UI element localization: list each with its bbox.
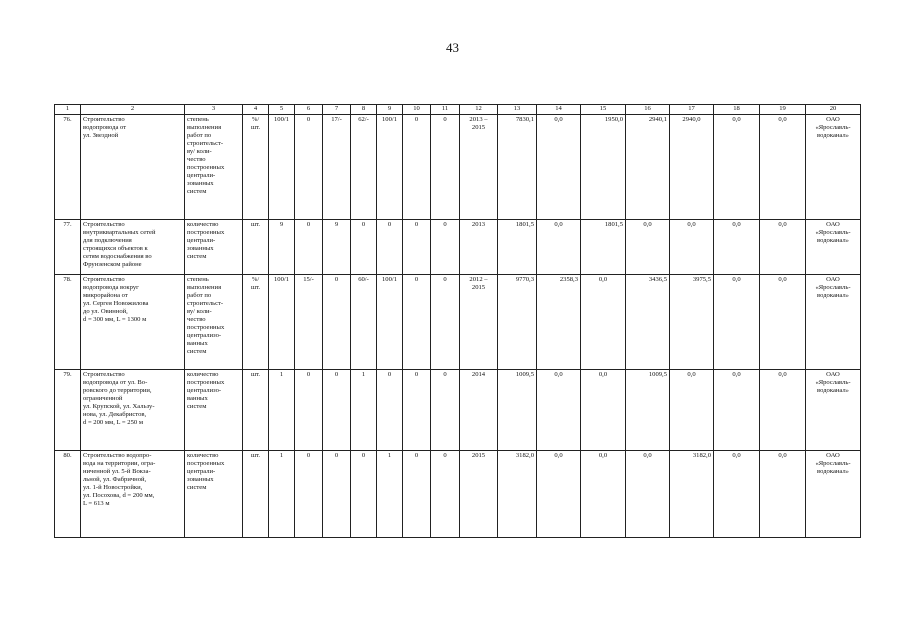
table-row <box>55 115 861 220</box>
value-c9: 0 <box>377 370 403 451</box>
header-cell: 18 <box>714 105 760 115</box>
header-cell: 13 <box>498 105 537 115</box>
value-c10: 0 <box>403 451 431 538</box>
value-c10: 0 <box>403 275 431 370</box>
unit: шт. <box>243 220 269 275</box>
value-c11: 0 <box>431 451 460 538</box>
value-c9: 0 <box>377 220 403 275</box>
header-cell: 4 <box>243 105 269 115</box>
value-c10: 0 <box>403 115 431 220</box>
amount-c16: 3436,5 <box>626 275 670 370</box>
value-c8: 0 <box>351 451 377 538</box>
value-c11: 0 <box>431 220 460 275</box>
unit: %/ шт. <box>243 275 269 370</box>
value-c8: 62/- <box>351 115 377 220</box>
amount-c16: 0,0 <box>626 220 670 275</box>
header-cell: 16 <box>626 105 670 115</box>
row-number: 80. <box>55 451 81 538</box>
header-cell: 7 <box>323 105 351 115</box>
amount-c18: 0,0 <box>714 370 760 451</box>
value-c6: 0 <box>295 451 323 538</box>
value-c8: 60/- <box>351 275 377 370</box>
executor: ОАО «Ярославль- водоканал» <box>806 115 861 220</box>
amount-c19: 0,0 <box>760 115 806 220</box>
executor: ОАО «Ярославль- водоканал» <box>806 370 861 451</box>
value-c11: 0 <box>431 275 460 370</box>
years: 2015 <box>460 451 498 538</box>
header-cell: 9 <box>377 105 403 115</box>
header-cell: 6 <box>295 105 323 115</box>
header-cell: 8 <box>351 105 377 115</box>
header-cell: 12 <box>460 105 498 115</box>
amount-c16: 2940,1 <box>626 115 670 220</box>
value-c6: 15/- <box>295 275 323 370</box>
years: 2013 – 2015 <box>460 115 498 220</box>
amount-c19: 0,0 <box>760 370 806 451</box>
header-cell: 2 <box>81 105 185 115</box>
amount-c15: 1950,0 <box>581 115 626 220</box>
value-c5: 1 <box>269 451 295 538</box>
indicator-name: количество построенных централи- зованных систем <box>185 220 243 275</box>
total-amount: 7830,1 <box>498 115 537 220</box>
amount-c15: 0,0 <box>581 451 626 538</box>
value-c7: 0 <box>323 370 351 451</box>
amount-c18: 0,0 <box>714 115 760 220</box>
indicator-name: степень выполнения работ по строительст- ву/ коли- чество построенных централи- зованных систем <box>185 115 243 220</box>
program-table <box>54 104 861 538</box>
amount-c14: 0,0 <box>537 451 581 538</box>
amount-c18: 0,0 <box>714 451 760 538</box>
header-cell: 3 <box>185 105 243 115</box>
header-cell: 1 <box>55 105 81 115</box>
value-c8: 1 <box>351 370 377 451</box>
value-c5: 1 <box>269 370 295 451</box>
amount-c19: 0,0 <box>760 451 806 538</box>
header-cell: 10 <box>403 105 431 115</box>
header-cell: 5 <box>269 105 295 115</box>
measure-name: Строительство водопровода от ул. Звездной <box>81 115 185 220</box>
header-cell: 17 <box>670 105 714 115</box>
amount-c14: 0,0 <box>537 370 581 451</box>
value-c7: 17/- <box>323 115 351 220</box>
value-c9: 1 <box>377 451 403 538</box>
value-c9: 100/1 <box>377 275 403 370</box>
measure-name: Строительство внутриквартальных сетей для подключения строящихся объектов к сетям водоснабжения во Фрунзенском районе <box>81 220 185 275</box>
amount-c15: 0,0 <box>581 370 626 451</box>
amount-c15: 1801,5 <box>581 220 626 275</box>
value-c5: 100/1 <box>269 275 295 370</box>
measure-name: Строительство водопровода вокруг микрорайона от ул. Сергея Новожилова до ул. Овинной, d = 300 мм, L = 1300 м <box>81 275 185 370</box>
years: 2012 – 2015 <box>460 275 498 370</box>
row-number: 79. <box>55 370 81 451</box>
indicator-name: степень выполнения работ по строительст- ву/ коли- чество построенных централизо- ванных систем <box>185 275 243 370</box>
amount-c18: 0,0 <box>714 220 760 275</box>
row-number: 78. <box>55 275 81 370</box>
value-c7: 9 <box>323 220 351 275</box>
amount-c14: 0,0 <box>537 115 581 220</box>
row-number: 77. <box>55 220 81 275</box>
value-c5: 9 <box>269 220 295 275</box>
header-cell: 11 <box>431 105 460 115</box>
table-row <box>55 275 861 370</box>
value-c11: 0 <box>431 115 460 220</box>
unit: шт. <box>243 370 269 451</box>
amount-c17: 0,0 <box>670 220 714 275</box>
table-row <box>55 451 861 538</box>
header-row <box>55 105 861 115</box>
executor: ОАО «Ярославль- водоканал» <box>806 451 861 538</box>
value-c6: 0 <box>295 370 323 451</box>
measure-name: Строительство водопровода от ул. Во- ровского до территории, ограниченной ул. Крупской, ул. Хальзу- нова, ул. Декабристов, d = 200 мм, L = 250 м <box>81 370 185 451</box>
row-number: 76. <box>55 115 81 220</box>
amount-c14: 2358,3 <box>537 275 581 370</box>
amount-c14: 0,0 <box>537 220 581 275</box>
indicator-name: количество построенных централизо- ванных систем <box>185 370 243 451</box>
header-cell: 14 <box>537 105 581 115</box>
amount-c19: 0,0 <box>760 220 806 275</box>
value-c7: 0 <box>323 275 351 370</box>
value-c6: 0 <box>295 220 323 275</box>
value-c7: 0 <box>323 451 351 538</box>
amount-c17: 3975,5 <box>670 275 714 370</box>
total-amount: 3182,0 <box>498 451 537 538</box>
amount-c18: 0,0 <box>714 275 760 370</box>
indicator-name: количество построенных централи- зованных систем <box>185 451 243 538</box>
value-c10: 0 <box>403 220 431 275</box>
total-amount: 1801,5 <box>498 220 537 275</box>
value-c9: 100/1 <box>377 115 403 220</box>
header-cell: 20 <box>806 105 861 115</box>
amount-c19: 0,0 <box>760 275 806 370</box>
amount-c16: 1009,5 <box>626 370 670 451</box>
value-c8: 0 <box>351 220 377 275</box>
value-c11: 0 <box>431 370 460 451</box>
amount-c17: 3182,0 <box>670 451 714 538</box>
header-cell: 15 <box>581 105 626 115</box>
unit: шт. <box>243 451 269 538</box>
unit: %/ шт. <box>243 115 269 220</box>
executor: ОАО «Ярославль- водоканал» <box>806 220 861 275</box>
amount-c16: 0,0 <box>626 451 670 538</box>
table-row <box>55 370 861 451</box>
page-number: 43 <box>446 40 459 55</box>
measure-name: Строительство водопро- вода на территории, огра- ниченной ул. 5-й Вокза- льной, ул. Фабричной, ул. 1-й Новостройки, ул. Посохова, d = 200 мм, L = 613 м <box>81 451 185 538</box>
value-c6: 0 <box>295 115 323 220</box>
executor: ОАО «Ярославль- водоканал» <box>806 275 861 370</box>
header-cell: 19 <box>760 105 806 115</box>
table-row <box>55 220 861 275</box>
years: 2014 <box>460 370 498 451</box>
total-amount: 1009,5 <box>498 370 537 451</box>
value-c10: 0 <box>403 370 431 451</box>
total-amount: 9770,3 <box>498 275 537 370</box>
amount-c17: 0,0 <box>670 370 714 451</box>
years: 2013 <box>460 220 498 275</box>
value-c5: 100/1 <box>269 115 295 220</box>
amount-c15: 0,0 <box>581 275 626 370</box>
amount-c17: 2940,0 <box>670 115 714 220</box>
